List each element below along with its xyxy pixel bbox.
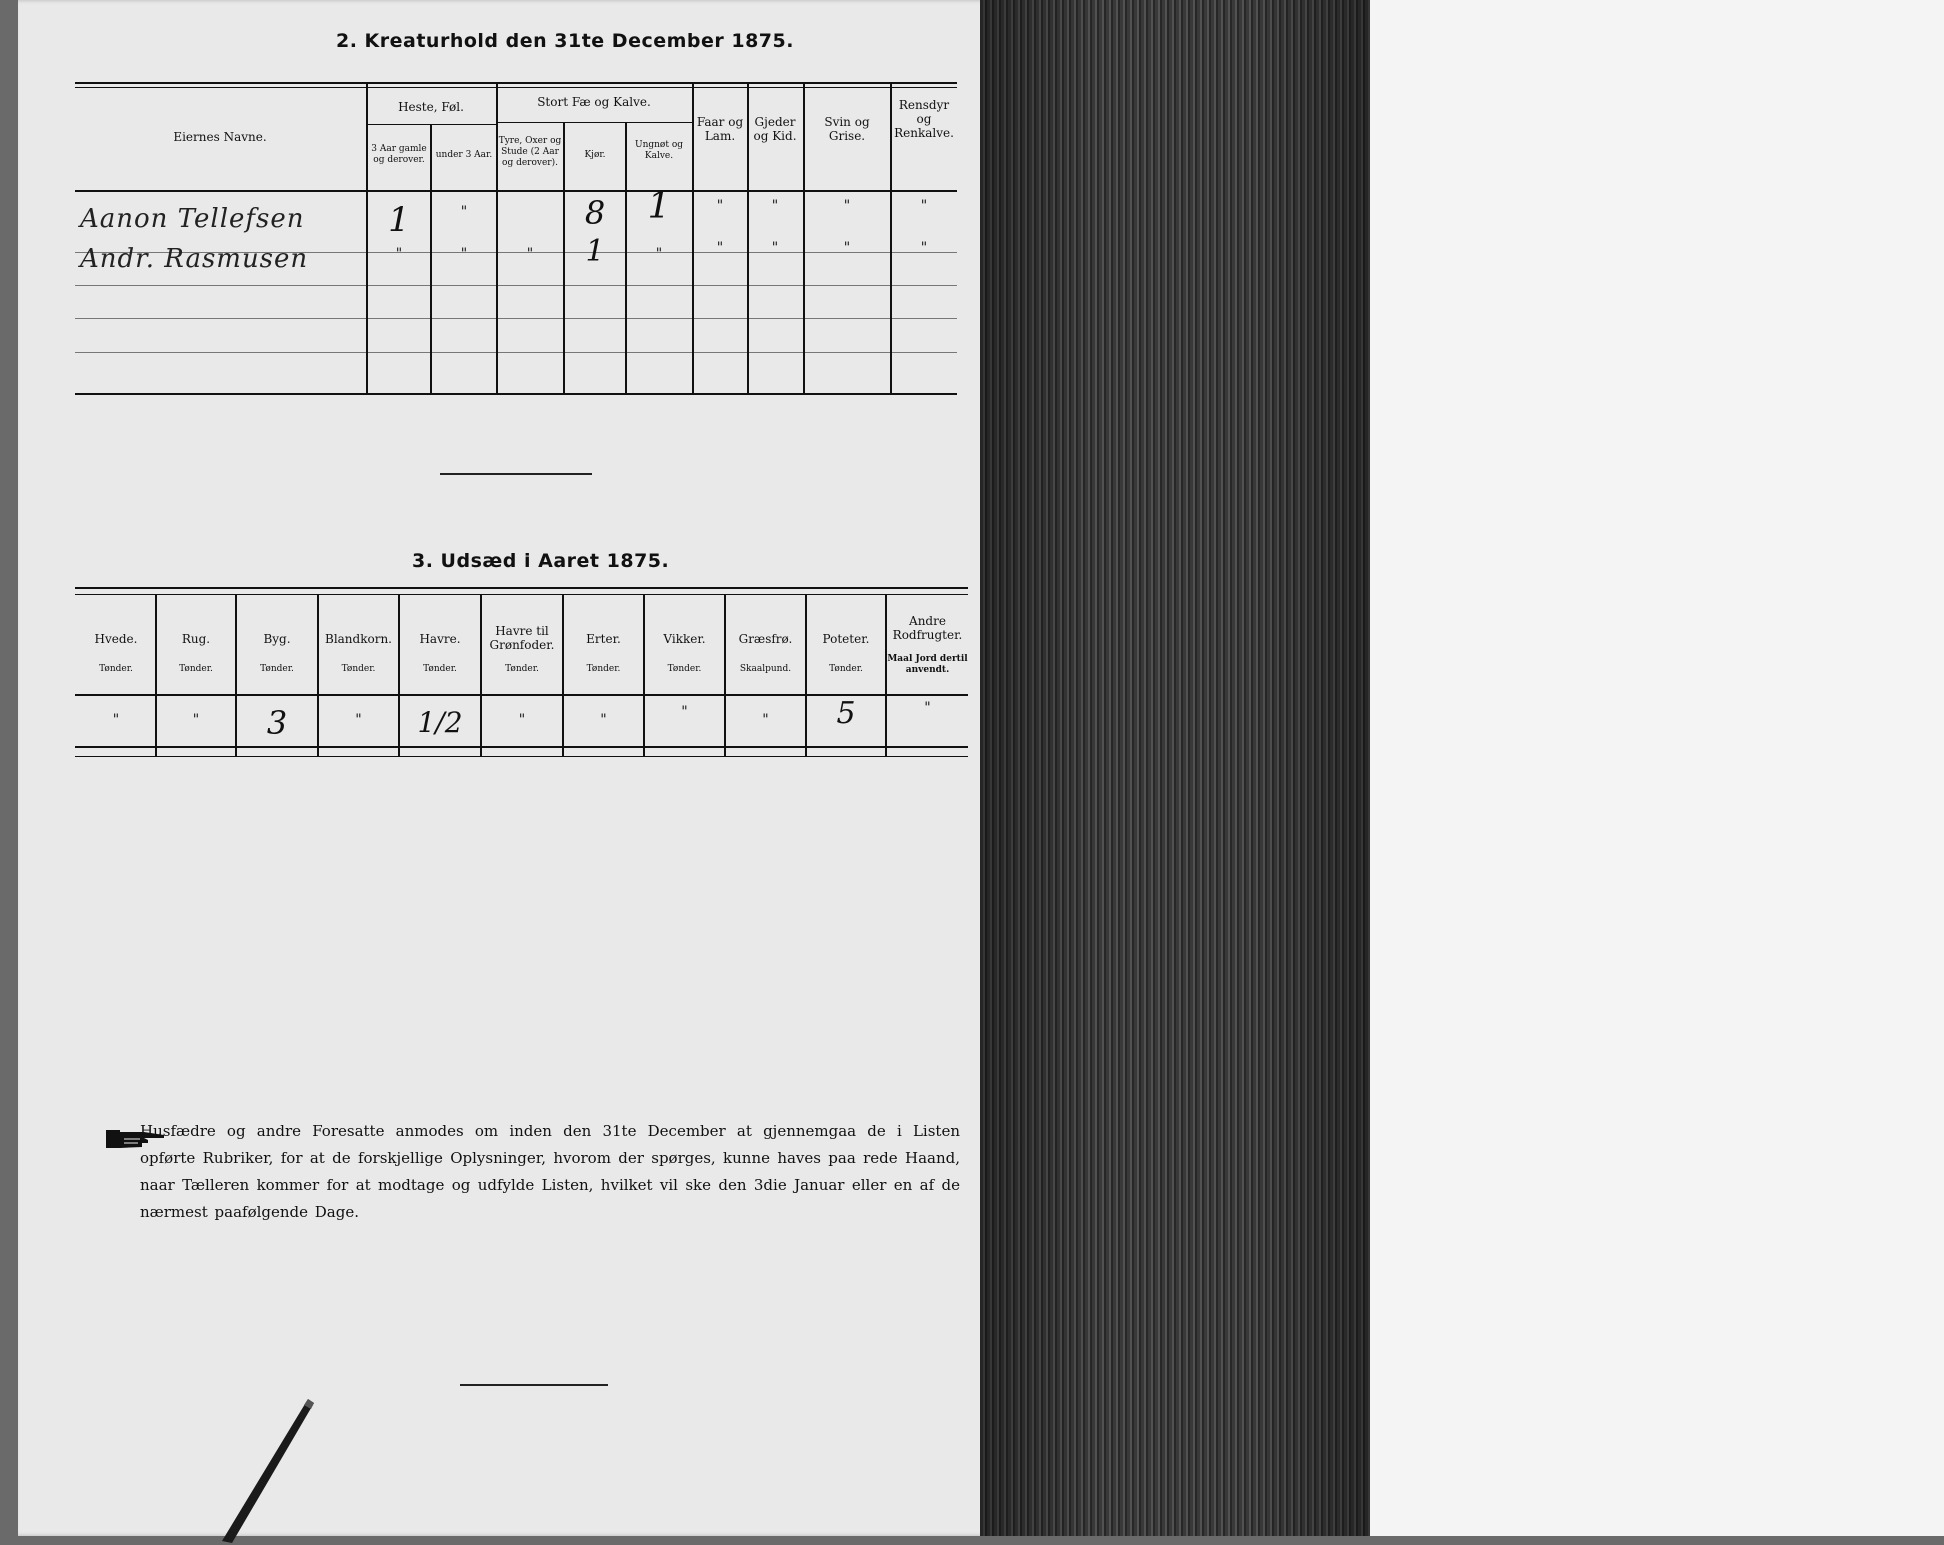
sowing-value: " (681, 704, 688, 720)
sowing-col-header: Poteter. (822, 632, 870, 646)
table-cell: " (716, 240, 724, 256)
sowing-value: 5 (836, 696, 856, 731)
col-heste-young-header: under 3 Aar. (435, 150, 493, 160)
col-tyre-header: Tyre, Oxer og Stude (2 Aar og derover). (498, 136, 562, 168)
sowing-value: " (355, 712, 362, 728)
table-cell: " (843, 240, 851, 256)
table-cell: " (460, 246, 468, 262)
table-cell: " (655, 246, 663, 262)
table-cell: " (920, 240, 928, 256)
sowing-value: " (518, 712, 526, 728)
sowing-col-header: Erter. (586, 632, 621, 646)
sowing-col-header: Blandkorn. (325, 632, 392, 646)
sowing-col-header: Havre. (419, 632, 461, 646)
table-cell: " (920, 198, 928, 214)
sowing-value: 3 (266, 704, 288, 742)
table-cell: " (460, 204, 468, 220)
sowing-col-header: Rug. (181, 632, 211, 646)
table-cell: " (395, 246, 403, 262)
sowing-unit: Tønder. (505, 664, 539, 674)
col-kjor-header: Kjør. (584, 150, 606, 160)
table-cell: " (716, 198, 724, 214)
sowing-unit: Maal Jord dertil anvendt. (887, 654, 968, 675)
owner-name: Aanon Tellefsen (80, 204, 305, 234)
section2-title: 2. Kreaturhold den 31te December 1875. (336, 30, 794, 52)
owners-header: Eiernes Navne. (173, 130, 267, 144)
sowing-unit: Tønder. (667, 664, 702, 674)
sowing-value: " (762, 712, 769, 728)
table-cell: 1 (647, 186, 671, 227)
table-cell: 1 (388, 200, 410, 240)
sowing-col-header: Andre Rodfrugter. (892, 614, 963, 642)
sowing-unit: Tønder. (99, 664, 133, 674)
col-heste-old-header: 3 Aar gamle og derover. (371, 144, 427, 165)
sowing-value: " (112, 712, 120, 728)
sowing-value: " (924, 700, 931, 716)
sowing-unit: Tønder. (179, 664, 213, 674)
sowing-col-header: Vikker. (663, 632, 706, 646)
col-svin-header: Svin og Grise. (824, 115, 870, 143)
table-cell: 8 (584, 194, 606, 232)
separator-rule (440, 473, 592, 475)
right-page (1370, 0, 1944, 1536)
sowing-value: 1/2 (417, 706, 463, 739)
table-cell: " (771, 240, 779, 256)
col-faar-header: Faar og Lam. (696, 115, 744, 143)
sowing-col-header: Havre til Grønfoder. (489, 624, 555, 652)
table-cell: " (843, 198, 851, 214)
group-heste-header: Heste, Føl. (398, 100, 464, 114)
sowing-unit: Tønder. (341, 664, 376, 674)
sowing-value: " (192, 712, 200, 728)
sowing-unit: Tønder. (423, 664, 457, 674)
sowing-unit: Tønder. (586, 664, 621, 674)
group-stort-header: Stort Fæ og Kalve. (537, 95, 651, 109)
sowing-unit: Tønder. (829, 664, 863, 674)
gutter-shadow (980, 0, 1370, 1536)
sowing-value: " (600, 712, 607, 728)
table-cell: " (526, 246, 534, 262)
separator-rule (460, 1384, 608, 1386)
col-gjeder-header: Gjeder og Kid. (753, 115, 797, 143)
sowing-col-header: Græsfrø. (738, 632, 793, 646)
sowing-col-header: Hvede. (94, 632, 138, 646)
col-ungnot-header: Ungnøt og Kalve. (634, 140, 683, 161)
sowing-unit: Tønder. (260, 664, 294, 674)
pen-icon (210, 1395, 330, 1545)
table-cell: 1 (585, 234, 605, 269)
notice-text: Husfædre og andre Foresatte anmodes om inden den 31te December at gjennemgaa de i Listen opførte Rubriker, for at de forskjellige Oplysninger, hvorom der spørges, kunne haves paa rede Haand, naar Tælleren kommer for at modtage og udfylde Listen, hvilket vil ske den 3die Januar eller en af de nærmest paafølgende Dage. (140, 1122, 960, 1221)
section3-title: 3. Udsæd i Aaret 1875. (412, 550, 670, 572)
sowing-unit: Skaalpund. (739, 664, 792, 674)
sowing-col-header: Byg. (263, 632, 291, 646)
col-rensdyr-header: Rensdyr og Renkalve. (894, 98, 954, 140)
owner-name: Andr. Rasmusen (80, 244, 309, 274)
table-cell: " (771, 198, 779, 214)
